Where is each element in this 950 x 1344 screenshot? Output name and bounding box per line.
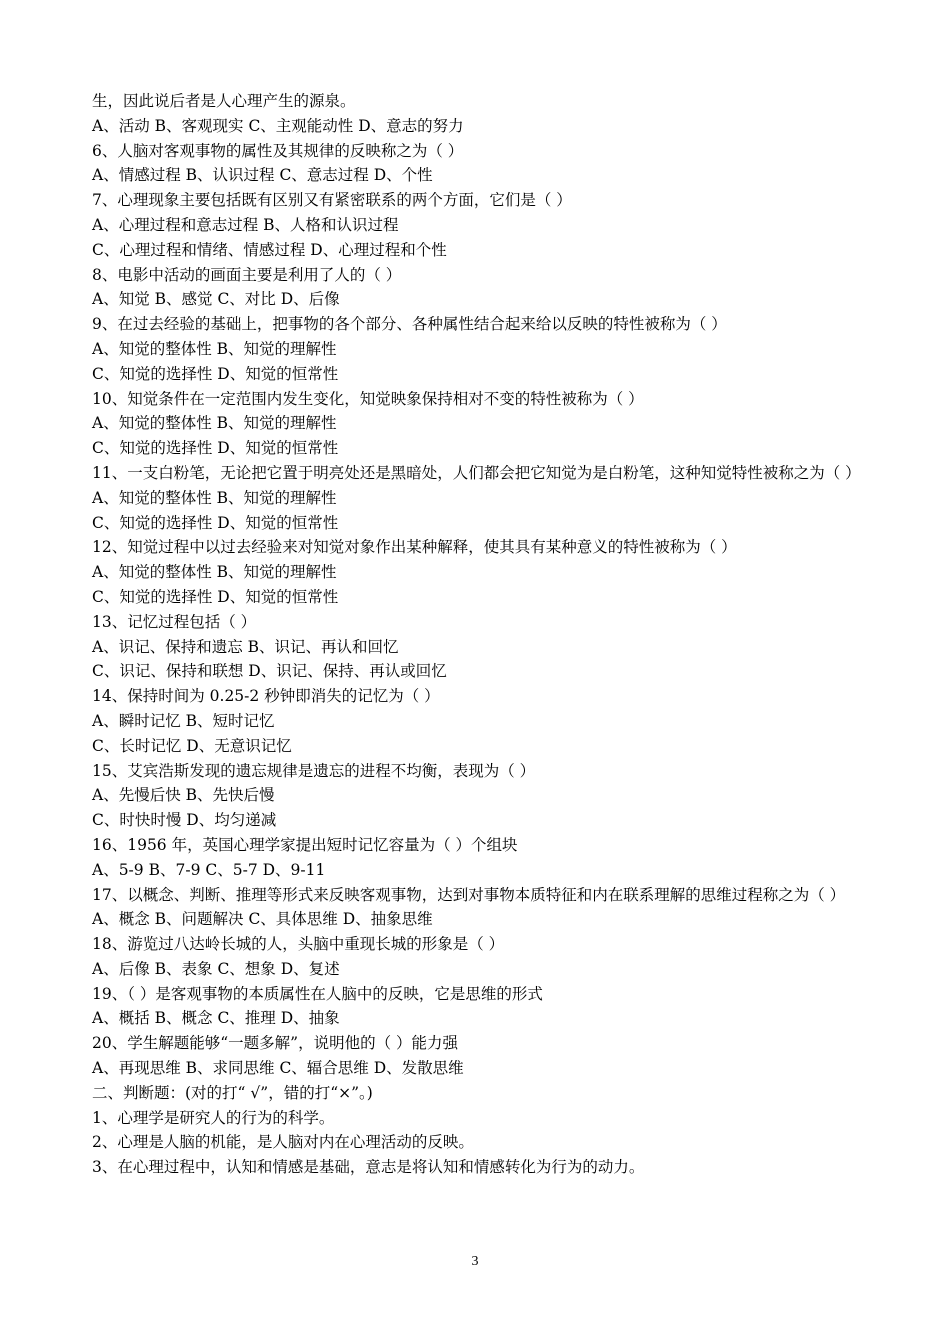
answer-options: A、概括 B、概念 C、推理 D、抽象 xyxy=(92,1009,340,1028)
question-19: 19、（ ）是客观事物的本质属性在人脑中的反映，它是思维的形式 xyxy=(92,984,543,1003)
question-16: 16、1956 年，英国心理学家提出短时记忆容量为（ ）个组块 xyxy=(92,835,518,854)
judgment-item-2: 2、心理是人脑的机能，是人脑对内在心理活动的反映。 xyxy=(92,1133,474,1152)
answer-options: A、情感过程 B、认识过程 C、意志过程 D、个性 xyxy=(92,166,433,185)
section-heading-true-false: 二、判断题：(对的打“ √”，错的打“×”。) xyxy=(92,1083,373,1102)
answer-options: A、知觉的整体性 B、知觉的理解性 xyxy=(92,339,337,358)
answer-options: A、知觉 B、感觉 C、对比 D、后像 xyxy=(92,290,340,309)
question-20: 20、学生解题能够“一题多解”，说明他的（ ）能力强 xyxy=(92,1034,458,1053)
answer-options: C、知觉的选择性 D、知觉的恒常性 xyxy=(92,587,339,606)
answer-options: C、知觉的选择性 D、知觉的恒常性 xyxy=(92,439,339,458)
question-6: 6、人脑对客观事物的属性及其规律的反映称之为（ ） xyxy=(92,141,464,160)
judgment-item-1: 1、心理学是研究人的行为的科学。 xyxy=(92,1108,335,1127)
page-content xyxy=(92,89,867,1180)
question-9: 9、在过去经验的基础上，把事物的各个部分、各种属性结合起来给以反映的特性被称为（ ） xyxy=(92,315,727,334)
answer-options: A、知觉的整体性 B、知觉的理解性 xyxy=(92,563,337,582)
answer-options: A、知觉的整体性 B、知觉的理解性 xyxy=(92,488,337,507)
question-17: 17、以概念、判断、推理等形式来反映客观事物，达到对事物本质特征和内在联系理解的思维过程称之为（ ） xyxy=(92,885,846,904)
answer-options: A、5-9 B、7-9 C、5-7 D、9-11 xyxy=(92,860,326,879)
question-18: 18、游览过八达岭长城的人，头脑中重现长城的形象是（ ） xyxy=(92,935,505,954)
answer-options: C、长时记忆 D、无意识记忆 xyxy=(92,736,292,755)
answer-options: A、心理过程和意志过程 B、人格和认识过程 xyxy=(92,215,399,234)
answer-options: C、知觉的选择性 D、知觉的恒常性 xyxy=(92,364,339,383)
answer-options: A、活动 B、客观现实 C、主观能动性 D、意志的努力 xyxy=(92,116,464,135)
answer-options: A、后像 B、表象 C、想象 D、复述 xyxy=(92,959,340,978)
answer-options: A、瞬时记忆 B、短时记忆 xyxy=(92,711,275,730)
answer-options: C、时快时慢 D、均匀递减 xyxy=(92,811,277,830)
answer-options: A、知觉的整体性 B、知觉的理解性 xyxy=(92,414,337,433)
question-10: 10、知觉条件在一定范围内发生变化，知觉映象保持相对不变的特性被称为（ ） xyxy=(92,389,644,408)
answer-options: A、再现思维 B、求同思维 C、辐合思维 D、发散思维 xyxy=(92,1059,464,1078)
text-line: 生，因此说后者是人心理产生的源泉。 xyxy=(92,92,356,110)
answer-options: C、心理过程和情绪、情感过程 D、心理过程和个性 xyxy=(92,240,447,259)
answer-options: A、识记、保持和遗忘 B、识记、再认和回忆 xyxy=(92,637,399,656)
page-number: 3 xyxy=(471,1254,479,1269)
answer-options: C、识记、保持和联想 D、识记、保持、再认或回忆 xyxy=(92,662,447,681)
question-14: 14、保持时间为 0.25-2 秒钟即消失的记忆为（ ） xyxy=(92,687,440,706)
question-13: 13、记忆过程包括（ ） xyxy=(92,612,257,631)
judgment-item-3: 3、在心理过程中，认知和情感是基础，意志是将认知和情感转化为行为的动力。 xyxy=(92,1158,645,1177)
answer-options: C、知觉的选择性 D、知觉的恒常性 xyxy=(92,513,339,532)
question-11: 11、一支白粉笔，无论把它置于明亮处还是黑暗处，人们都会把它知觉为是白粉笔，这种知觉特性被称之为（ ） xyxy=(92,463,861,482)
answer-options: A、先慢后快 B、先快后慢 xyxy=(92,786,275,805)
question-15: 15、艾宾浩斯发现的遗忘规律是遗忘的进程不均衡，表现为（ ） xyxy=(92,761,536,780)
question-7: 7、心理现象主要包括既有区别又有紧密联系的两个方面，它们是（ ） xyxy=(92,191,572,210)
question-12: 12、知觉过程中以过去经验来对知觉对象作出某种解释，使其具有某种意义的特性被称为（ ） xyxy=(92,538,737,557)
answer-options: A、概念 B、问题解决 C、具体思维 D、抽象思维 xyxy=(92,910,433,929)
question-8: 8、电影中活动的画面主要是利用了人的（ ） xyxy=(92,265,402,284)
